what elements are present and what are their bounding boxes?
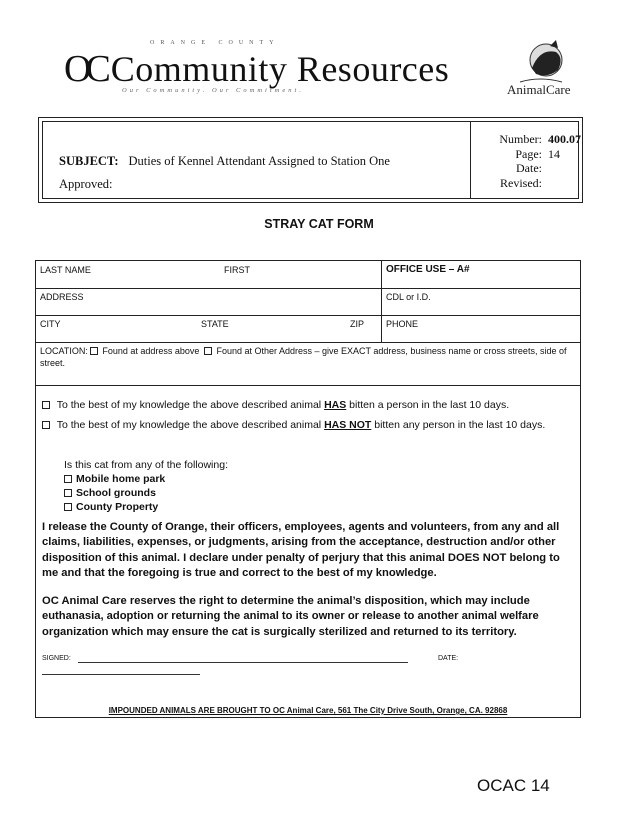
release-paragraph: I release the County of Orange, their officers, employees, agents and volunteers, from any and all claims, liabilities, expenses, or judgments, arising from the acceptance, destruction and/or other disposition of this animal. I declare under penalty of perjury that this animal DOES NOT belong to me and that the foregoing is true and correct to the best of my knowledge. [42, 521, 560, 579]
org-name: Community Resources [110, 49, 450, 89]
page-value: 14 [548, 146, 560, 161]
date-label: Date: [516, 161, 542, 175]
location-option-above: Found at address above [102, 346, 200, 356]
has-not-keyword: HAS NOT [324, 419, 372, 431]
org-tagline: Our Community. Our Commitment. [122, 87, 304, 94]
mobile-home-label: Mobile home park [76, 473, 166, 485]
stray-cat-form [35, 260, 581, 718]
school-grounds-label: School grounds [76, 487, 156, 499]
page-label: Page: [515, 146, 542, 161]
has-bitten-checkbox[interactable] [42, 401, 50, 409]
first-name-label: FIRST [224, 265, 250, 275]
county-property-checkbox[interactable] [64, 503, 72, 511]
address-label: ADDRESS [40, 292, 84, 302]
phone-label: PHONE [386, 319, 419, 329]
option-county-property [64, 501, 158, 513]
subject-line [59, 154, 390, 169]
location-checkbox-other[interactable] [204, 347, 212, 355]
form-title: STRAY CAT FORM [264, 217, 374, 231]
location-label: LOCATION: [40, 346, 88, 356]
location-checkbox-above[interactable] [90, 347, 98, 355]
row-divider-4 [36, 385, 580, 386]
office-column-divider [381, 261, 382, 343]
has-bitten-statement [42, 398, 572, 413]
number-value: 400.07 [548, 132, 581, 146]
subject-label: SUBJECT: [59, 154, 119, 168]
city-label: CITY [40, 319, 61, 329]
policy-meta-labels [477, 132, 542, 190]
reserve-paragraph: OC Animal Care reserves the right to determine the animal’s disposition, which may include euthanasia, adoption or returning the animal to its owner or release to another animal welfare organization which may ensure the cat is surgically sterilized and returned to its territory. [42, 595, 539, 638]
location-option-other: Found at Other Address – give EXACT address, business name or cross streets, side of street. [40, 346, 567, 368]
signed-label: SIGNED: [42, 655, 71, 662]
page-code: OCAC 14 [477, 776, 550, 795]
last-name-label: LAST NAME [40, 265, 91, 275]
signature-line[interactable] [78, 662, 408, 663]
policy-box-inner [42, 121, 579, 199]
has-bitten-text-pre: To the best of my knowledge the above described animal [56, 399, 322, 411]
animal-care-name: AnimalCare [507, 82, 571, 97]
oc-logo-mark: OC [64, 48, 105, 90]
row-divider-2 [36, 315, 580, 316]
school-grounds-checkbox[interactable] [64, 489, 72, 497]
has-not-text-post: bitten any person in the last 10 days. [374, 419, 546, 431]
option-school-grounds [64, 487, 156, 499]
zip-label: ZIP [350, 319, 365, 329]
has-bitten-text-post: bitten a person in the last 10 days. [349, 399, 510, 411]
row-divider-1 [36, 288, 580, 289]
policy-divider [470, 122, 471, 198]
office-use-label: OFFICE USE – A# [386, 264, 470, 275]
option-mobile-home [64, 473, 165, 485]
number-label: Number: [499, 132, 542, 146]
row-divider-3 [36, 342, 580, 343]
state-label: STATE [201, 319, 229, 329]
has-bitten-keyword: HAS [324, 399, 347, 411]
has-not-bitten-checkbox[interactable] [42, 421, 50, 429]
county-property-label: County Property [76, 501, 159, 513]
has-not-bitten-statement [42, 418, 572, 433]
location-field [40, 345, 576, 369]
approved-label: Approved: [59, 177, 113, 191]
signature-line-secondary[interactable] [42, 674, 200, 675]
impound-address-note: IMPOUNDED ANIMALS ARE BROUGHT TO OC Animal Care, 561 The City Drive South, Orange, CA. 92868 [108, 706, 508, 715]
mobile-home-checkbox[interactable] [64, 475, 72, 483]
has-not-text-pre: To the best of my knowledge the above described animal [56, 419, 322, 431]
date-field-label: DATE: [438, 655, 459, 662]
policy-meta-values [548, 132, 581, 161]
county-tagline: ORANGE COUNTY [150, 40, 280, 46]
policy-box [38, 117, 583, 203]
org-logo [64, 47, 449, 91]
location-question: Is this cat from any of the following: [64, 459, 228, 471]
cdl-label: CDL or I.D. [386, 292, 431, 302]
revised-label: Revised: [500, 175, 542, 190]
subject-value: Duties of Kennel Attendant Assigned to Station One [128, 154, 390, 168]
